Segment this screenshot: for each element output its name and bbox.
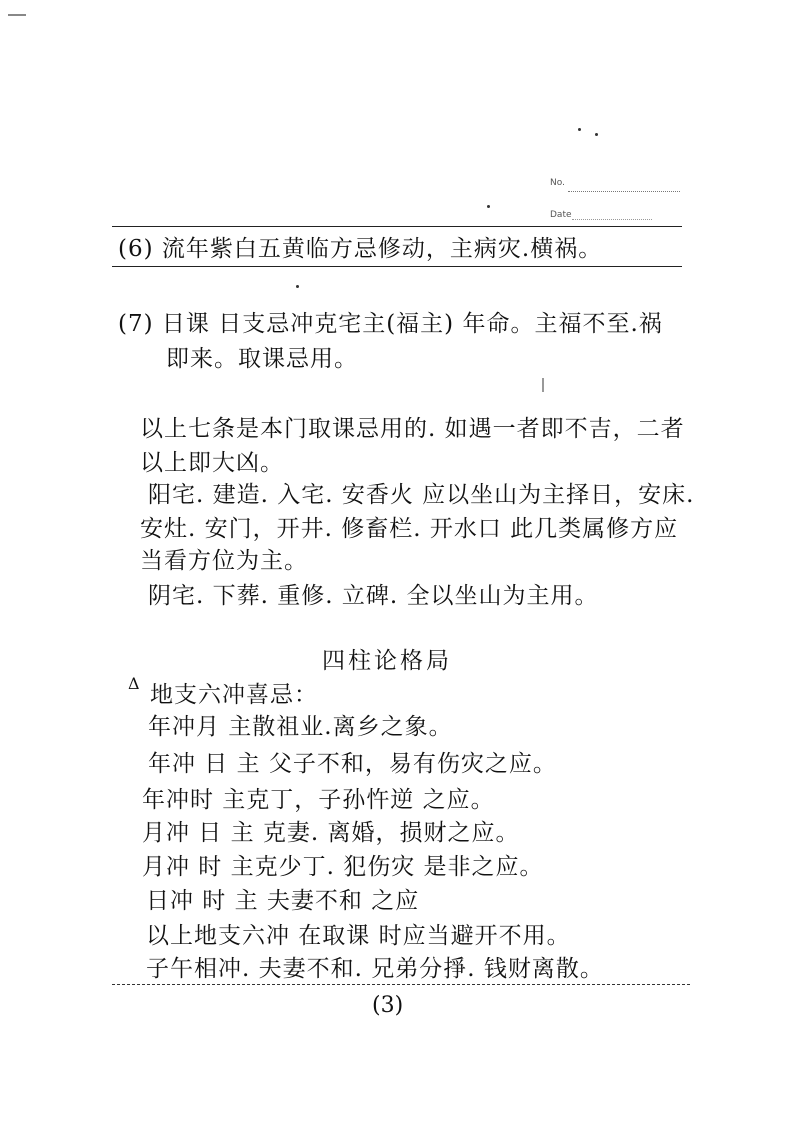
top-rule xyxy=(112,226,682,227)
clash-line-5: 月冲 时 主克少丁. 犯伤灾 是非之应。 xyxy=(142,854,544,880)
clash-line-8: 子午相冲. 夫妻不和. 兄弟分掙. 钱财离散。 xyxy=(146,956,604,982)
date-label: Date xyxy=(550,210,572,220)
scan-speck xyxy=(595,133,598,136)
no-label: No. xyxy=(550,178,565,188)
yin-house-line: 阴宅. 下葬. 重修. 立碑. 全以坐山为主用。 xyxy=(148,583,599,609)
summary-line-1: 以上七条是本门取课忌用的. 如遇一者即不吉，二者 xyxy=(140,416,685,442)
clash-line-2: 年冲 日 主 父子不和，易有伤灾之应。 xyxy=(148,751,557,777)
scan-speck xyxy=(296,285,299,288)
item6-underline xyxy=(112,266,682,267)
clash-line-1: 年冲月 主散祖业.离乡之象。 xyxy=(148,714,453,740)
clash-line-3: 年冲时 主克丁，子孙忤逆 之应。 xyxy=(142,787,495,813)
item-6-text: (6) 流年紫白五黄临方忌修动，主病灾.横祸。 xyxy=(118,236,603,262)
scan-speck xyxy=(578,128,581,131)
scan-speck xyxy=(542,378,544,392)
yang-house-line-3: 当看方位为主。 xyxy=(140,548,308,574)
date-line xyxy=(572,219,652,220)
clash-line-6: 日冲 时 主 夫妻不和 之应 xyxy=(146,888,420,914)
clash-line-7: 以上地支六冲 在取课 时应当避开不用。 xyxy=(146,923,571,949)
no-line xyxy=(568,191,680,192)
page-number: (3) xyxy=(372,993,404,1018)
scan-speck xyxy=(8,14,26,16)
bottom-rule xyxy=(112,984,690,985)
yang-house-line-2: 安灶. 安门，开井. 修畜栏. 开水口 此几类属修方应 xyxy=(140,516,679,542)
clash-line-4: 月冲 日 主 克妻. 离婚，损财之应。 xyxy=(142,820,520,846)
section-subheading: 地支六冲喜忌： xyxy=(150,682,318,708)
item-7-line-1: (7) 日课 日支忌冲克宅主(福主) 年命。主福不至.祸 xyxy=(118,311,663,337)
yang-house-line-1: 阳宅. 建造. 入宅. 安香火 应以坐山为主择日，安床. xyxy=(148,482,695,508)
section-title: 四柱论格局 xyxy=(322,648,452,674)
summary-line-2: 以上即大凶。 xyxy=(140,450,284,476)
scan-speck xyxy=(487,205,490,208)
section-marker: Δ xyxy=(128,674,141,693)
item-7-line-2: 即来。取课忌用。 xyxy=(166,346,358,372)
